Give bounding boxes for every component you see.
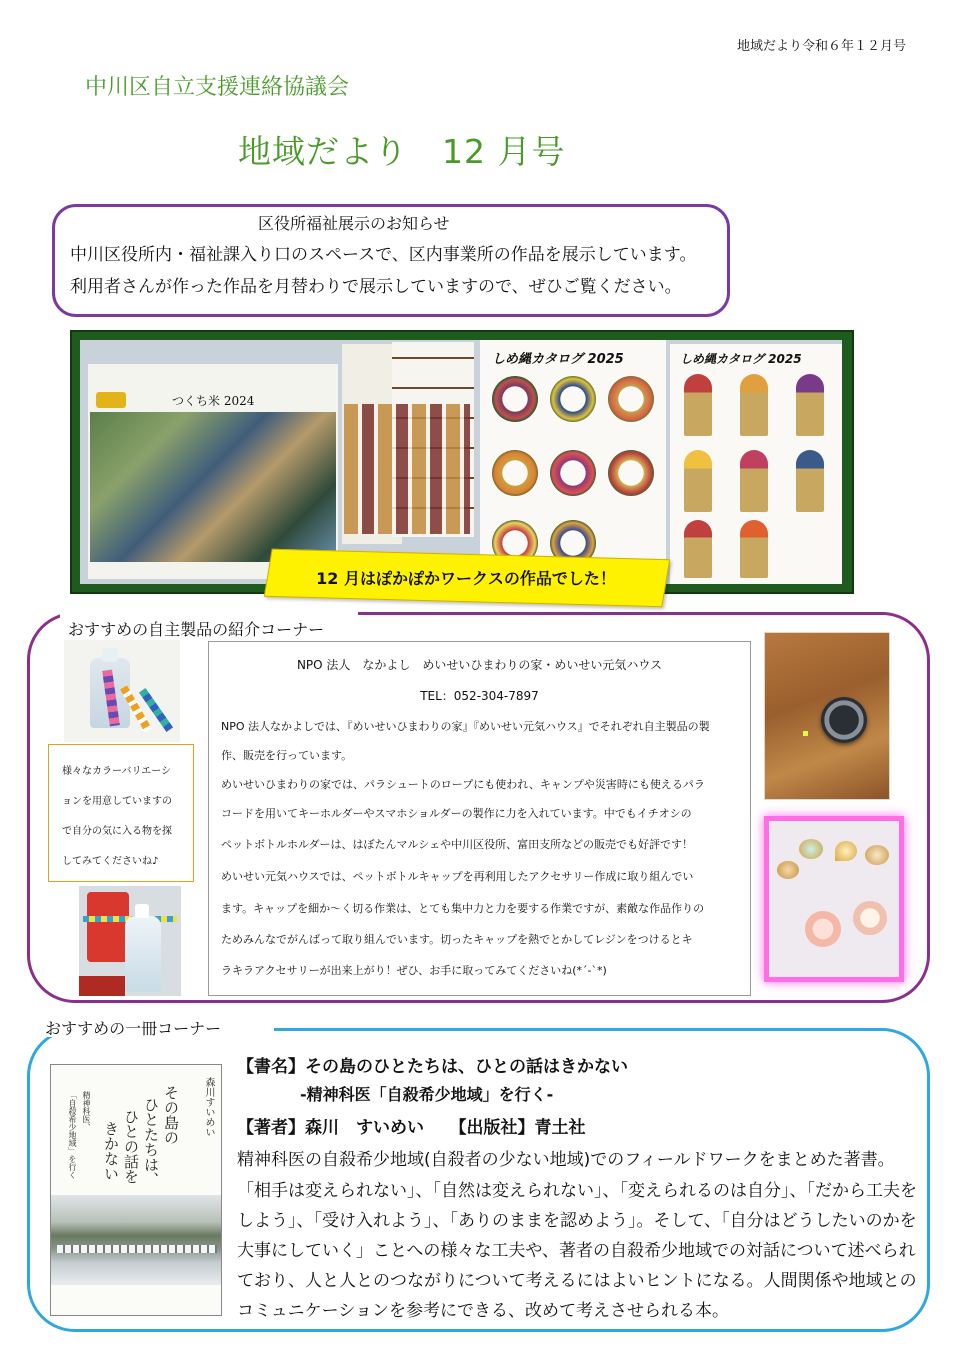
products-text-line: コードを用いてキーホルダーやスマホショルダーの製作に力を入れています。中でもイチオシの [221,807,692,820]
wreath-image [492,376,538,422]
book-subtitle: -精神科医「自殺希少地域」を行く- [300,1085,554,1104]
catalog-title: しめ縄カタログ 2025 [680,352,802,366]
issue-label: 地域だより令和６年１２月号 [737,39,907,54]
poster-logo [96,392,126,408]
shimenawa-image [796,450,824,512]
wreath-image [550,376,596,422]
products-text-line: NPO 法人なかよしでは、『めいせいひまわりの家』『めいせい元気ハウス』でそれぞれ自主製品の製 [221,720,710,733]
cover-title: その島の [162,1085,180,1145]
products-text-line: ペットボトルホルダーは、はぼたんマルシェや中川区役所、富田支所などの販売でも好評です！ [221,838,694,851]
book-text-line: 「相手は変えられない」、「自然は変えられない」、「変えられるのは自分」、「だから工夫を [237,1181,917,1201]
cover-title: ひとの話を [122,1109,140,1184]
products-text-line: ます。キャップを細か～く切る作業は、とても集中力と力を要する作業ですが、素敵な作品作りの [221,902,705,915]
book-text-line: コミュニケーションを参考にできる、改めて考えさせられる本。 [237,1301,729,1321]
cover-subtitle: 精神科医、 [82,1091,91,1131]
products-text-line: ためみんなでがんばって取り組んでいます。切ったキャップを熱でとかしてレジンをつけるとキ [221,933,693,946]
book-author-publisher: 【著者】森川 すいめい 【出版社】青土社 [237,1118,586,1138]
products-heading: おすすめの自主製品の紹介コーナー [68,620,325,639]
book-title: 【書名】その島のひとたちは、ひとの話はきかない [237,1057,628,1077]
notice-text-line: 利用者さんが作った作品を月替わりで展示していますので、ぜひご覧ください。 [70,277,682,297]
shimenawa-image [740,450,768,512]
org-name: 中川区自立支援連絡協議会 [85,75,350,100]
products-org-name: NPO 法人 なかよし めいせいひまわりの家・めいせい元気ハウス [296,658,663,672]
shimenawa-image [684,520,712,578]
product-photo-grid [344,404,470,534]
photo-caption: 12 月はぽかぽかワークスの作品でした！ [316,569,616,588]
cover-title: きかない [102,1121,120,1181]
shimenawa-image [740,520,768,578]
shimenawa-image [796,374,824,436]
note-text-line: 様々なカラーバリエーシ [62,766,172,777]
cover-subtitle: 「自殺希少地域」を行く [68,1091,77,1179]
wreath-image [550,450,596,496]
note-text-line: で自分の気に入る物を探 [62,826,172,837]
products-text-line: ラキラアクセサリーが出来上がり！ぜひ、お手に取ってみてくださいね(*´-`*) [221,964,607,977]
wreath-image [608,376,654,422]
note-text-line: してみてくださいね♪ [62,856,159,867]
products-tel: TEL：052-304-7897 [420,689,539,703]
page-title: 地域だより 12 月号 [238,132,566,171]
cover-author: 森川すいめい [203,1077,214,1137]
products-text-line: めいせいひまわりの家では、パラシュートのロープにも使われ、キャンプや災害時にも使えるパラ [221,778,705,791]
notice-text-line: 中川区役所内・福祉課入り口のスペースで、区内事業所の作品を展示しています。 [70,245,697,265]
shimenawa-image [684,450,712,512]
products-text-line: めいせい元気ハウスでは、ペットボトルキャップを再利用したアクセサリー作成に取り組んでい [221,870,694,883]
book-cover-image [50,1064,222,1316]
wreath-image [608,450,654,496]
book-heading: おすすめの一冊コーナー [45,1019,222,1038]
catalog-title: しめ縄カタログ 2025 [492,352,624,367]
cover-title: ひとたちは、 [142,1097,160,1187]
book-text-line: 精神科医の自殺希少地域(自殺者の少ない地域)でのフィールドワークをまとめた著書。 [237,1150,895,1170]
earring-photo [764,816,904,982]
book-text-line: しよう」、「受け入れよう」、「ありのままを認めよう」。そして、「自分はどうしたいのかを [237,1211,917,1231]
exhibition-photo [80,340,842,584]
shimenawa-image [740,374,768,436]
products-text-line: 作、販売を行っています。 [221,749,353,762]
book-text-line: 大事にしていく」ことへの様々な工夫や、著者の自殺希少地域での対話について述べられ [237,1241,916,1261]
bottle-holder-photo [79,886,181,996]
cap-accessory-photo [764,632,890,800]
book-text-line: ており、人と人とのつながりについて考えるにはよいヒントになる。人間関係や地域との [237,1271,917,1291]
notice-title: 区役所福祉展示のお知らせ [258,214,450,233]
note-text-line: ョンを用意していますの [62,796,172,807]
poster-collage [90,412,336,562]
keychain-photo [64,640,180,742]
poster-title: つくち米 2024 [172,394,255,408]
cover-landscape [51,1195,222,1285]
wreath-image [492,450,538,496]
shimenawa-image [684,374,712,436]
